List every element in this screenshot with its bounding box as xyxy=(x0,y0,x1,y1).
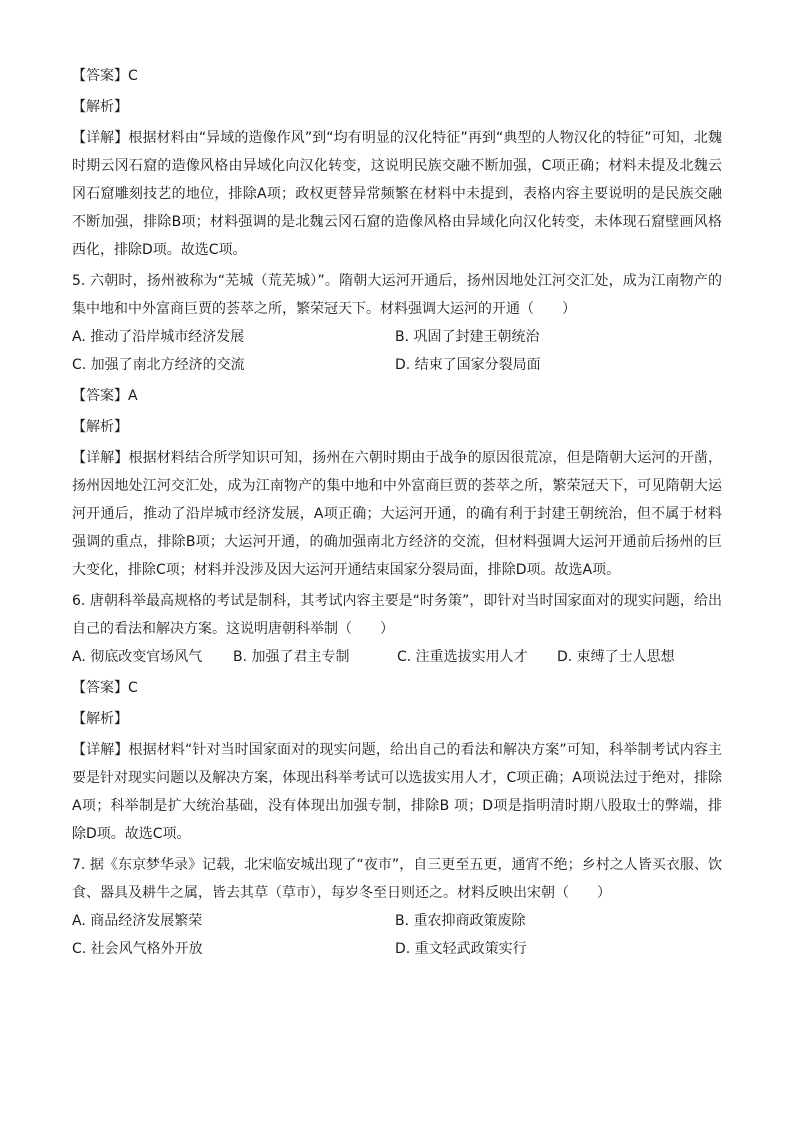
q6-option-a: A. 彻底改变官场风气 xyxy=(72,649,203,665)
q6-analysis-heading: 【解析】 xyxy=(72,711,128,727)
q7-option-b: B. 重农抑商政策废除 xyxy=(395,913,526,929)
q5-option-c: C. 加强了南北方经济的交流 xyxy=(72,357,245,373)
q6-stem: 6. 唐朝科举最高规格的考试是制科，其考试内容主要是“时务策”，即针对当时国家面对的现实问题，给出自己的看法和解决方案。这说明唐朝科举制（ ） xyxy=(72,593,722,637)
q7-option-d: D. 重文轻武政策实行 xyxy=(395,941,527,957)
q5-stem: 5. 六朝时，扬州被称为“芜城（荒芜城）”。隋朝大运河开通后，扬州因地处江河交汇处，成为江南物产的集中地和中外富商巨贾的荟萃之所，繁荣冠天下。材料强调大运河的开通（ ） xyxy=(72,273,722,317)
q7-options-row-2 xyxy=(72,935,722,963)
q6-option-d: D. 束缚了士人思想 xyxy=(557,649,675,665)
q4-answer: 【答案】C xyxy=(72,68,138,84)
q7-stem: 7. 据《东京梦华录》记载，北宋临安城出现了“夜市”，自三更至五更，通宵不绝；乡村之人皆买衣服、饮食、器具及耕牛之属，皆去其草（草市），每岁冬至日则还之。材料反映出宋朝（ ） xyxy=(72,857,722,901)
q7-options-row-1 xyxy=(72,907,722,935)
q6-options-row xyxy=(72,643,722,671)
q7-option-a: A. 商品经济发展繁荣 xyxy=(72,913,203,929)
q6-option-b: B. 加强了君主专制 xyxy=(233,649,350,665)
q5-option-d: D. 结束了国家分裂局面 xyxy=(395,357,541,373)
q5-option-b: B. 巩固了封建王朝统治 xyxy=(395,329,540,345)
q6-answer: 【答案】C xyxy=(72,680,138,696)
q4-detail: 【详解】根据材料由“异域的造像作风”到“均有明显的汉化特征”再到“典型的人物汉化的特征”可知，北魏时期云冈石窟的造像风格由异域化向汉化转变，这说明民族交融不断加强，C项正确；材料未提及北魏云冈石窟雕刻技艺的地位，排除A项；政权更替异常频繁在材料中未提到，表格内容主要说明的是民族交融不断加强，排除B项；材料强调的是北魏云冈石窟的造像风格由异域化向汉化转变，未体现石窟壁画风格西化，排除D项。故选C项。 xyxy=(72,130,722,258)
q5-options-row-1 xyxy=(72,323,722,351)
q5-analysis-heading: 【解析】 xyxy=(72,419,128,435)
q5-answer: 【答案】A xyxy=(72,388,138,404)
q6-option-c: C. 注重选拔实用人才 xyxy=(397,649,528,665)
q5-option-a: A. 推动了沿岸城市经济发展 xyxy=(72,329,245,345)
document-page xyxy=(72,62,722,963)
q7-option-c: C. 社会风气格外开放 xyxy=(72,941,203,957)
q6-detail: 【详解】根据材料“针对当时国家面对的现实问题，给出自己的看法和解决方案”可知，科举制考试内容主要是针对现实问题以及解决方案，体现出科举考试可以选拔实用人才，C项正确；A项说法过于绝对，排除A项；科举制是扩大统治基础，没有体现出加强专制，排除B 项；D项是指明清时期八股取士的弊端，排除D项。故选C项。 xyxy=(72,742,722,842)
q5-options-row-2 xyxy=(72,351,722,379)
q4-analysis-heading: 【解析】 xyxy=(72,99,128,115)
q5-detail: 【详解】根据材料结合所学知识可知，扬州在六朝时期由于战争的原因很荒凉，但是隋朝大运河的开凿，扬州因地处江河交汇处，成为江南物产的集中地和中外富商巨贾的荟萃之所，繁荣冠天下，可见隋朝大运河开通后，推动了沿岸城市经济发展，A项正确；大运河开通，的确有利于封建王朝统治，但不属于材料强调的重点，排除B项；大运河开通，的确加强南北方经济的交流，但材料强调大运河开通前后扬州的巨大变化，排除C项；材料并没涉及因大运河开通结束国家分裂局面，排除D项。故选A项。 xyxy=(72,450,722,578)
